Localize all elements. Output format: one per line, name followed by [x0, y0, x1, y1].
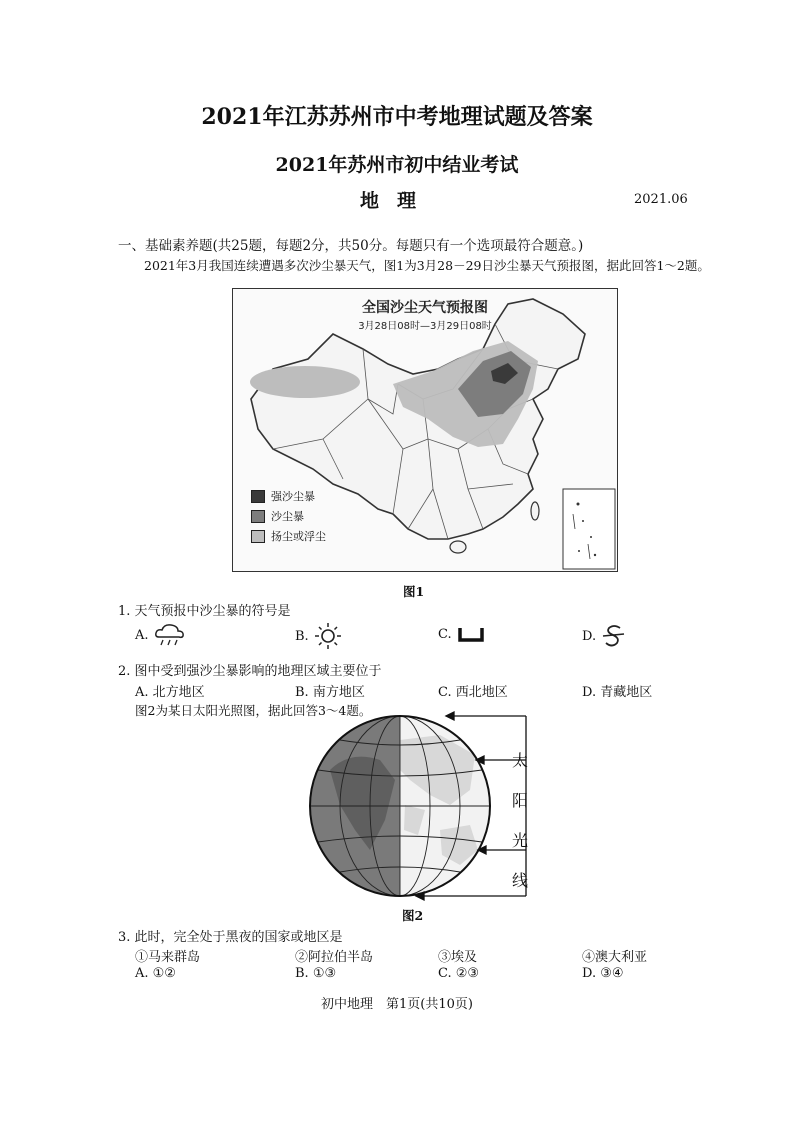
exam-title: 2021年苏州市初中结业考试 — [275, 154, 519, 176]
q1-option-d — [582, 622, 628, 650]
legend-item — [251, 506, 326, 526]
q1-option-c — [438, 622, 486, 646]
q3-option-a: A. ①② — [135, 966, 176, 981]
sun-icon — [313, 622, 343, 650]
page-footer: 初中地理 第1页(共10页) — [321, 997, 473, 1012]
q1-option-a — [135, 622, 187, 648]
document-title: 2021年江苏苏州市中考地理试题及答案 — [201, 104, 593, 130]
option-letter: C. — [438, 626, 452, 642]
figure-2-caption: 图2 — [402, 908, 424, 923]
legend-item — [251, 526, 326, 546]
exam-date: 2021.06 — [634, 192, 688, 207]
sun-ray-label-char: 光 — [512, 831, 529, 850]
section-heading: 一、基础素养题(共25题，每题2分，共50分。每题只有一个选项最符合题意。) — [118, 238, 584, 254]
hainan-island — [450, 541, 466, 553]
q3-choice-2: ②阿拉伯半岛 — [295, 950, 374, 965]
floating-dust-icon — [456, 622, 486, 646]
figure-2-intro: 图2为某日太阳光照图，据此回答3～4题。 — [135, 703, 372, 718]
intro-paragraph: 2021年3月我国连续遭遇多次沙尘暴天气，图1为3月28－29日沙尘暴天气预报图，据此回答1～2题。 — [144, 258, 710, 273]
legend-item — [251, 486, 326, 506]
option-letter: B. — [295, 628, 309, 644]
dust-forecast-map — [232, 288, 618, 572]
q3-option-b: B. ①③ — [295, 966, 337, 981]
q2-option-a: A. 北方地区 — [135, 685, 205, 700]
q3-option-d: D. ③④ — [582, 966, 624, 981]
q1-option-b — [295, 622, 343, 650]
map-title: 全国沙尘天气预报图 — [362, 300, 488, 316]
q2-option-d: D. 青藏地区 — [582, 685, 653, 700]
question-1: 1. 天气预报中沙尘暴的符号是 — [118, 604, 291, 619]
legend-swatch — [251, 490, 265, 503]
option-letter: A. — [135, 627, 149, 643]
q2-option-c: C. 西北地区 — [438, 685, 508, 700]
question-3: 3. 此时，完全处于黑夜的国家或地区是 — [118, 930, 343, 945]
sunlight-globe-figure — [300, 710, 530, 905]
q3-choice-3: ③埃及 — [438, 950, 478, 965]
q3-choice-1: ①马来群岛 — [135, 950, 201, 965]
figure-1-caption: 图1 — [403, 584, 425, 599]
legend-label: 沙尘暴 — [271, 510, 304, 523]
rain-cloud-icon — [153, 622, 187, 648]
globe-graphic — [300, 710, 530, 905]
legend-label: 扬尘或浮尘 — [271, 530, 326, 543]
map-legend — [251, 486, 326, 546]
legend-swatch — [251, 530, 265, 543]
q3-choice-4: ④澳大利亚 — [582, 950, 648, 965]
option-letter: D. — [582, 628, 597, 644]
legend-label: 强沙尘暴 — [271, 490, 315, 503]
taiwan-island — [531, 502, 539, 520]
sun-ray-label-char: 太 — [512, 751, 529, 770]
sandstorm-icon — [600, 622, 628, 650]
sun-ray-label-char: 阳 — [512, 791, 529, 810]
q3-option-c: C. ②③ — [438, 966, 480, 981]
south-china-sea-inset — [563, 489, 615, 569]
question-2: 2. 图中受到强沙尘暴影响的地理区域主要位于 — [118, 664, 382, 679]
map-subtitle: 3月28日08时—3月29日08时 — [358, 321, 492, 332]
sun-ray-label-char: 线 — [512, 871, 529, 890]
q2-option-b: B. 南方地区 — [295, 685, 365, 700]
legend-swatch — [251, 510, 265, 523]
subject-title: 地理 — [359, 190, 434, 212]
dust-area-xinjiang — [250, 366, 360, 398]
